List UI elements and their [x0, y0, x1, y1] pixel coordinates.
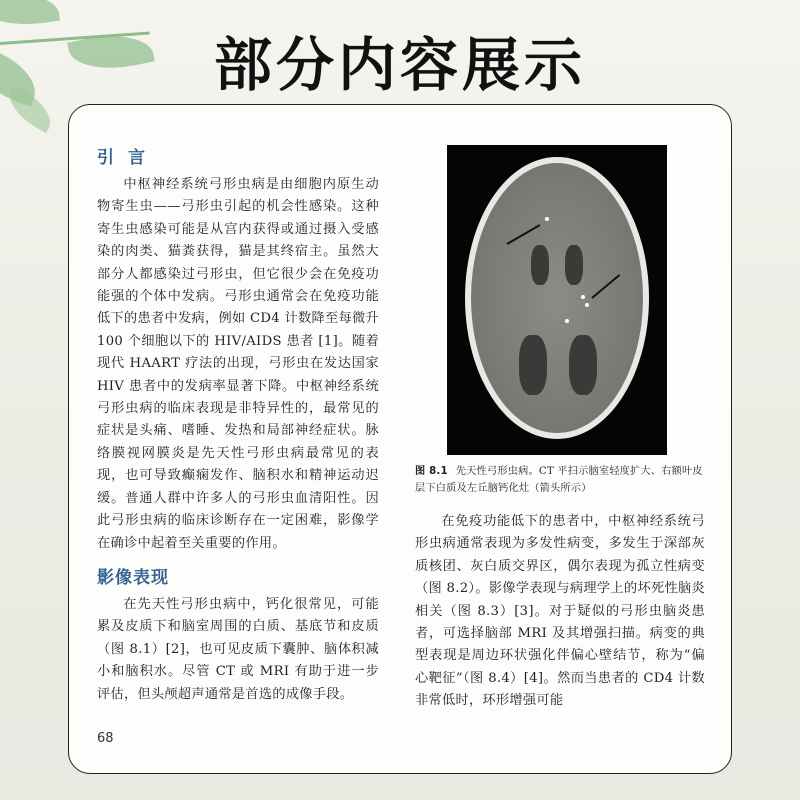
figure-caption-text: 先天性弓形虫病。CT 平扫示脑室轻度扩大、右额叶皮层下白质及左丘脑钙化灶（箭头所示） — [415, 466, 703, 494]
figure-caption — [415, 463, 705, 497]
right-paragraph: 在免疫功能低下的患者中，中枢神经系统弓形虫病通常表现为多发性病变，多发生于深部灰质核团、灰白质交界区，偶尔表现为孤立性病变（图 8.2）。影像学表现与病理学上的坏死性脑炎相关（图 8.3）[3]。对于疑似的弓形虫脑炎患者，可选择脑部 MRI 及其增强扫描。病变的典型表现是周边环状强化伴偏心壁结节，称为“偏心靶征”（图 8.4）[4]。然而当患者的 CD4 计数非常低时，环形增强可能 — [415, 514, 705, 709]
page-number: 68 — [97, 731, 114, 746]
imaging-heading: 影像表现 — [97, 567, 169, 588]
banner-title: 部分内容展示 — [213, 31, 586, 99]
book-page — [68, 104, 732, 774]
imaging-paragraph: 在先天性弓形虫病中，钙化很常见，可能累及皮质下和脑室周围的白质、基底节和皮质（图 8.1）[2]，也可见皮质下囊肿、脑体积减小和脑积水。尽管 CT 或 MRI 有助于进一步评估，但头颅超声通常是首选的成像手段。 — [97, 596, 379, 702]
intro-heading: 引言 — [97, 148, 159, 168]
ct-scan-image — [447, 145, 667, 455]
right-column — [415, 145, 705, 713]
figure-label: 图 8.1 — [415, 466, 448, 477]
intro-paragraph: 中枢神经系统弓形虫病是由细胞内原生动物寄生虫——弓形虫引起的机会性感染。这种寄生虫感染可能是从宫内获得或通过摄入受感染的肉类、猫粪获得，猫是其终宿主。虽然大部分人都感染过弓形虫，但它很少会在免疫功能强的个体中发病。弓形虫通常会在免疫功能低下的患者中发病，例如 CD4 计数降至每微升 100 个细胞以下的 HIV/AIDS 患者 [1]。随着现代 HAART 疗法的出现，弓形虫在发达国家 HIV 患者中的发病率显著下降。中枢神经系统弓形虫病的临床表现是非特异性的，最常见的症状是头痛、嗜睡、发热和局部神经症状。脉络膜视网膜炎是先天性弓形虫病最常见的表现，也可导致癫痫发作、脑积水和精神运动迟缓。普通人群中许多人的弓形虫血清阳性。因此弓形虫病的临床诊断存在一定困难，影像学在确诊中起着至关重要的作用。 — [97, 177, 379, 551]
left-column — [97, 143, 379, 706]
